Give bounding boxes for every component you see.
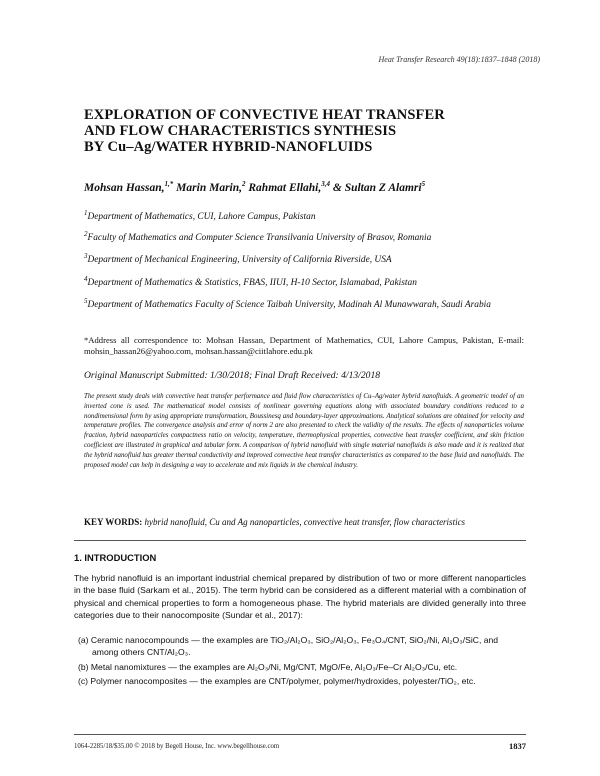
keywords-label: KEY WORDS: xyxy=(84,517,143,527)
abstract: The present study deals with convective heat transfer performance and fluid flow characteristics of Cu–Ag/water hybrid nanofluids. A geometric model of an inverted cone is used. The mathematical model consists of nonlinear governing equations along with associated boundary conditions reduced to a nondimensional form by using appropriate transformation, Boussinesq and boundary-layer approximations. Analytical solutions are obtained for velocity and temperature profiles. The convergence analysis and error of norm 2 are also presented to check the validity of the results. The effects of nanoparticles volume fraction, hybrid nanoparticles compactness ratio on velocity, temperature, thermophysical properties, convective heat transfer coefficient, and skin friction coefficient are illustrated in graphical and tabular form. A comparison of hybrid nanofluid with single material nanofluids is also made and it is realized that the hybrid nanofluid has greater thermal conductivity and improved convective heat transfer characteristics as compared to the base fluid and nanofluids. The proposed model can help in designing a way to accelerate and mix liquids in the chemical industry. xyxy=(84,393,524,469)
author-name: & Sultan Z Alamri xyxy=(332,181,422,194)
affiliation: $^2$Faculty of Mathematics and Computer Science Transilvania University of Brasov, Romania xyxy=(84,230,432,244)
correspondence-note: *Address all correspondence to: Mohsan Hassan, Department of Mathematics, CUI, Lahore Campus, Pakistan, E-mail: mohsin_hassan26@yahoo.com, mohsan.hassan@ciitlahore.edu.pk xyxy=(84,335,524,356)
keywords xyxy=(84,517,465,527)
section-heading: 1. INTRODUCTION xyxy=(74,552,157,563)
affiliation: $^4$Department of Mathematics & Statistics, FBAS, IIUI, H-10 Sector, Islamabad, Pakistan xyxy=(84,275,417,289)
footer-divider xyxy=(74,734,526,735)
affiliation: $^3$Department of Mechanical Engineering, University of California Riverside, USA xyxy=(84,252,392,266)
list-item: (b) Metal nanomixtures — the examples are Al₂O₃/Ni, Mg/CNT, MgO/Fe, Al₂O₃/Fe–Cr Al₂O₃/Cu, etc. xyxy=(78,662,458,672)
author-name: Rahmat Ellahi, xyxy=(248,181,322,194)
list-item: (c) Polymer nanocomposites — the examples are CNT/polymer, polymer/hydroxides, polyester/TiO₂, etc. xyxy=(78,676,476,686)
title-line: EXPLORATION OF CONVECTIVE HEAT TRANSFER xyxy=(84,107,445,123)
list-item: (a) Ceramic nanocompounds — the examples are TiO₂/Al₂O₃, SiO₂/Al₂O₃, Fe₃O₄/CNT, SiO₂/Ni, Al₂O₃/SiC, and among others CNT/Al₂O₃. xyxy=(78,635,499,658)
page-number: 1837 xyxy=(509,741,526,751)
author-sup: 2 xyxy=(242,180,246,188)
intro-paragraph: The hybrid nanofluid is an important industrial chemical prepared by distribution of two or more different nanoparticles in the base fluid (Sarkam et al., 2015). The term hybrid can be considered as a different material with a combination of physical and chemical properties to form a homogeneous phase. The hybrid materials are divided generally into three categories due to their nanocomposite (Sundar et al., 2017): xyxy=(74,573,526,620)
author-list xyxy=(84,180,425,194)
affiliation: $^5$Department of Mathematics Faculty of Science Taibah University, Madinah Al Munawwarah, Saudi Arabia xyxy=(84,297,491,311)
title-line: BY Cu–Ag/WATER HYBRID-NANOFLUIDS xyxy=(84,139,373,155)
author-name: Mohsan Hassan, xyxy=(84,181,165,194)
section-divider xyxy=(74,540,526,541)
author-sup: 3,4 xyxy=(321,180,330,188)
journal-citation: Heat Transfer Research 49(18):1837–1848 (2018) xyxy=(378,55,540,64)
author-name: Marin Marin, xyxy=(176,181,243,194)
paper-title xyxy=(84,107,524,155)
affiliation: $^1$Department of Mathematics, CUI, Lahore Campus, Pakistan xyxy=(84,209,316,223)
copyright-line: 1064-2285/18/$35.00 © 2018 by Begell House, Inc. www.begellhouse.com xyxy=(74,743,280,750)
author-sup: 5 xyxy=(421,180,426,188)
author-sup: 1,* xyxy=(164,180,174,188)
title-line: AND FLOW CHARACTERISTICS SYNTHESIS xyxy=(84,123,397,139)
manuscript-dates: Original Manuscript Submitted: 1/30/2018; Final Draft Received: 4/13/2018 xyxy=(84,370,381,381)
keywords-text: hybrid nanofluid, Cu and Ag nanoparticles, convective heat transfer, flow characteristics xyxy=(144,517,466,527)
